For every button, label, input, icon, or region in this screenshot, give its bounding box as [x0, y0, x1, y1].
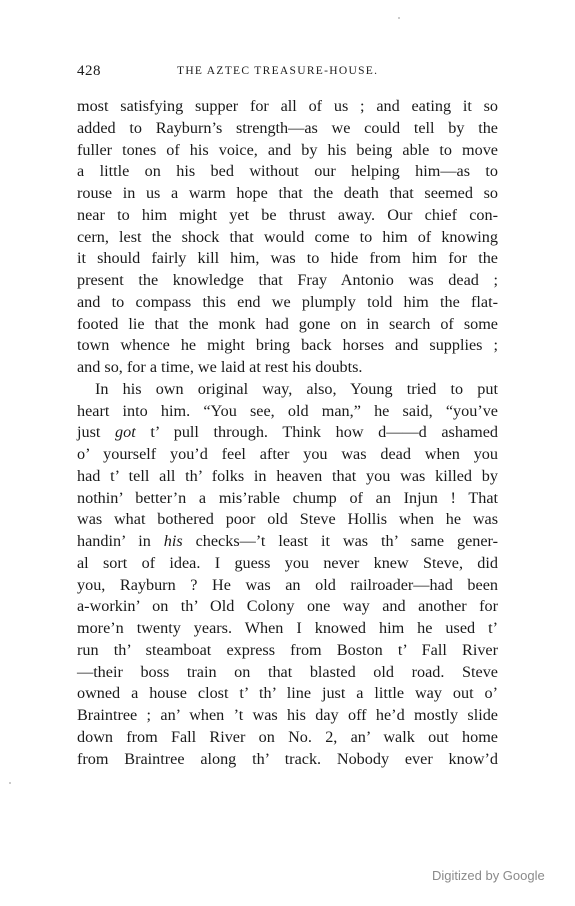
text-line-22: al sort of idea. I guess you never knew Steve, did: [77, 553, 498, 572]
text-line-24: a-workin’ on th’ Old Colony one way and another for: [77, 597, 498, 616]
body-text: [77, 96, 498, 770]
text-line-26: run th’ steamboat express from Boston t’ Fall River: [77, 640, 498, 659]
text-line-20: was what bothered poor old Steve Hollis when he was: [77, 510, 498, 529]
text-line-18: had t’ tell all th’ folks in heaven that you was killed by: [77, 466, 498, 485]
text-line-9: present the knowledge that Fray Antonio was dead ;: [77, 271, 498, 289]
text-line-6: near to him might yet be thrust away. Our chief con-: [77, 205, 498, 224]
text-line-14: In his own original way, also, Young tried to put: [95, 379, 498, 398]
text-line-11: footed lie that the monk had gone on in search of some: [77, 314, 498, 333]
text-line-25: more’n twenty years. When I knowed him he used t’: [77, 619, 498, 637]
text-line-12: town whence he might bring back horses and supplies ;: [77, 336, 498, 355]
text-line-23: you, Rayburn ? He was an old railroader—had been: [77, 575, 498, 594]
emphasis-got: got: [115, 423, 136, 442]
page-number: 428: [77, 63, 101, 79]
text-line-2: added to Rayburn’s strength—as we could tell by the: [77, 118, 498, 137]
running-head: THE AZTEC TREASURE-HOUSE.: [177, 65, 379, 77]
text-line-4: a little on his bed without our helping him—as to: [77, 162, 498, 181]
text-line-16: just got t’ pull through. Think how d——d ashamed: [77, 423, 499, 442]
text-line-17: o’ yourself you’d feel after you was dead when you: [77, 445, 498, 463]
text-line-28: owned a house clost t’ th’ line just a little way out o’: [77, 684, 498, 703]
text-line-27: —their boss train on that blasted old road. Steve: [77, 662, 498, 681]
scan-speck: [9, 782, 11, 784]
text-line-10: and to compass this end we plumply told him the flat-: [77, 292, 498, 311]
text-line-19: nothin’ better’n a mis’rable chump of an Injun ! That: [77, 488, 498, 507]
google-watermark: Digitized by Google: [432, 868, 545, 883]
text-line-29: Braintree ; an’ when ’t was his day off he’d mostly slide: [77, 706, 498, 724]
text-line-15: heart into him. “You see, old man,” he said, “you’ve: [77, 401, 498, 420]
text-line-3: fuller tones of his voice, and by his being able to move: [77, 140, 498, 159]
text-line-13: and so, for a time, we laid at rest his doubts.: [77, 358, 363, 376]
text-line-31: from Braintree along th’ track. Nobody ever know’d: [77, 749, 498, 768]
text-line-21: handin’ in his checks—’t least it was th’ same gener-: [77, 532, 498, 550]
text-line-7: cern, lest the shock that would come to him of knowing: [77, 227, 498, 246]
emphasis-his: his: [163, 532, 183, 550]
text-line-8: it should fairly kill him, was to hide from him for the: [77, 249, 498, 268]
text-line-30: down from Fall River on No. 2, an’ walk out home: [77, 727, 498, 746]
text-line-5: rouse in us a warm hope that the death that seemed so: [77, 184, 498, 202]
scan-speck: [398, 17, 400, 19]
page-header: [77, 63, 497, 85]
text-line-1: most satisfying supper for all of us ; and eating it so: [77, 97, 498, 115]
